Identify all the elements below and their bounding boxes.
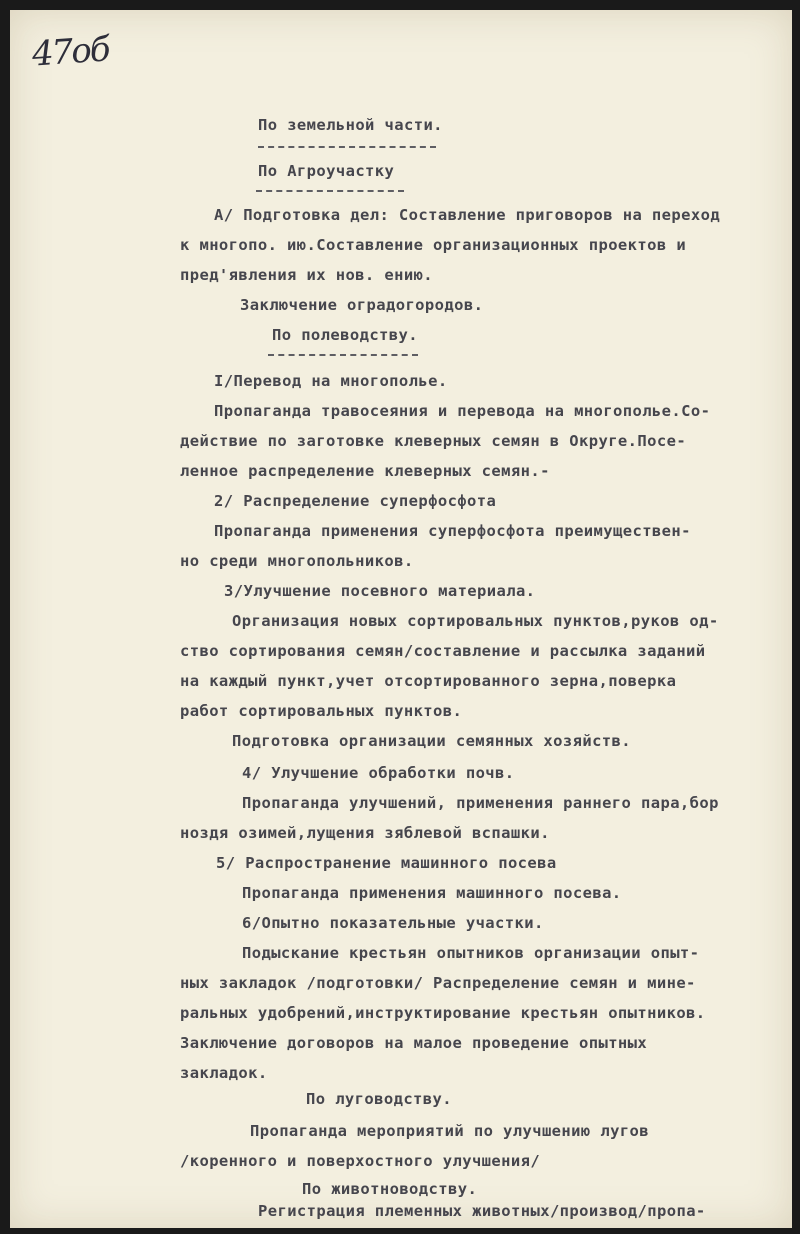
text-line: действие по заготовке клеверных семян в Округе.Посе- bbox=[180, 432, 687, 450]
text-line: ленное распределение клеверных семян.- bbox=[180, 462, 550, 480]
text-line: закладок. bbox=[180, 1064, 268, 1082]
text-line: 2/ Распределение суперфосфота bbox=[214, 492, 497, 510]
text-line: 3/Улучшение посевного материала. bbox=[224, 582, 536, 600]
heading-underline bbox=[256, 190, 404, 192]
text-line: к многопо. ию.Составление организационных проектов и bbox=[180, 236, 687, 254]
text-line: 4/ Улучшение обработки почв. bbox=[242, 764, 515, 782]
text-line: Пропаганда мероприятий по улучшению лугов bbox=[250, 1122, 650, 1140]
text-line: но среди многопольников. bbox=[180, 552, 414, 570]
text-line: ство сортирования семян/составление и рассылка заданий bbox=[180, 642, 706, 660]
text-line: ных закладок /подготовки/ Распределение семян и мине- bbox=[180, 974, 696, 992]
typed-text-body bbox=[10, 10, 792, 1228]
text-line: Пропаганда травосеяния и перевода на многополье.Со- bbox=[214, 402, 711, 420]
text-line: /коренного и поверхостного улучшения/ bbox=[180, 1152, 541, 1170]
text-line: Регистрация племенных животных/производ/пропа- bbox=[258, 1202, 706, 1220]
document-page bbox=[10, 10, 792, 1228]
heading-meadow-cultivation: По луговодству. bbox=[306, 1090, 452, 1108]
heading-field-cultivation: По полеводству. bbox=[272, 326, 418, 344]
heading-agro-section: По Агроучастку bbox=[258, 162, 395, 180]
text-line: 5/ Распространение машинного посева bbox=[216, 854, 557, 872]
archive-page-number: 47об bbox=[30, 29, 110, 75]
heading-land-part: По земельной части. bbox=[258, 116, 443, 134]
text-line: Подготовка организации семянных хозяйств. bbox=[232, 732, 632, 750]
text-line: ноздя озимей,лущения зяблевой вспашки. bbox=[180, 824, 550, 842]
text-line: Пропаганда применения машинного посева. bbox=[242, 884, 622, 902]
text-line: А/ Подготовка дел: Составление приговоров на переход bbox=[214, 206, 721, 224]
heading-underline bbox=[258, 146, 436, 148]
heading-livestock: По животноводству. bbox=[302, 1180, 478, 1198]
text-line: 6/Опытно показательные участки. bbox=[242, 914, 544, 932]
heading-underline bbox=[268, 354, 418, 356]
text-line: Заключение оградогородов. bbox=[240, 296, 484, 314]
text-line: Пропаганда улучшений, применения раннего пара,бор bbox=[242, 794, 719, 812]
text-line: Организация новых сортировальных пунктов,руков од- bbox=[232, 612, 719, 630]
text-line: I/Перевод на многополье. bbox=[214, 372, 448, 390]
text-line: ральных удобрений,инструктирование крестьян опытников. bbox=[180, 1004, 706, 1022]
text-line: пред'явления их нов. ению. bbox=[180, 266, 434, 284]
text-line: работ сортировальных пунктов. bbox=[180, 702, 463, 720]
text-line: Заключение договоров на малое проведение опытных bbox=[180, 1034, 648, 1052]
text-line: Подыскание крестьян опытников организации опыт- bbox=[242, 944, 700, 962]
text-line: Пропаганда применения суперфосфота преимуществен- bbox=[214, 522, 691, 540]
text-line: на каждый пункт,учет отсортированного зерна,поверка bbox=[180, 672, 677, 690]
